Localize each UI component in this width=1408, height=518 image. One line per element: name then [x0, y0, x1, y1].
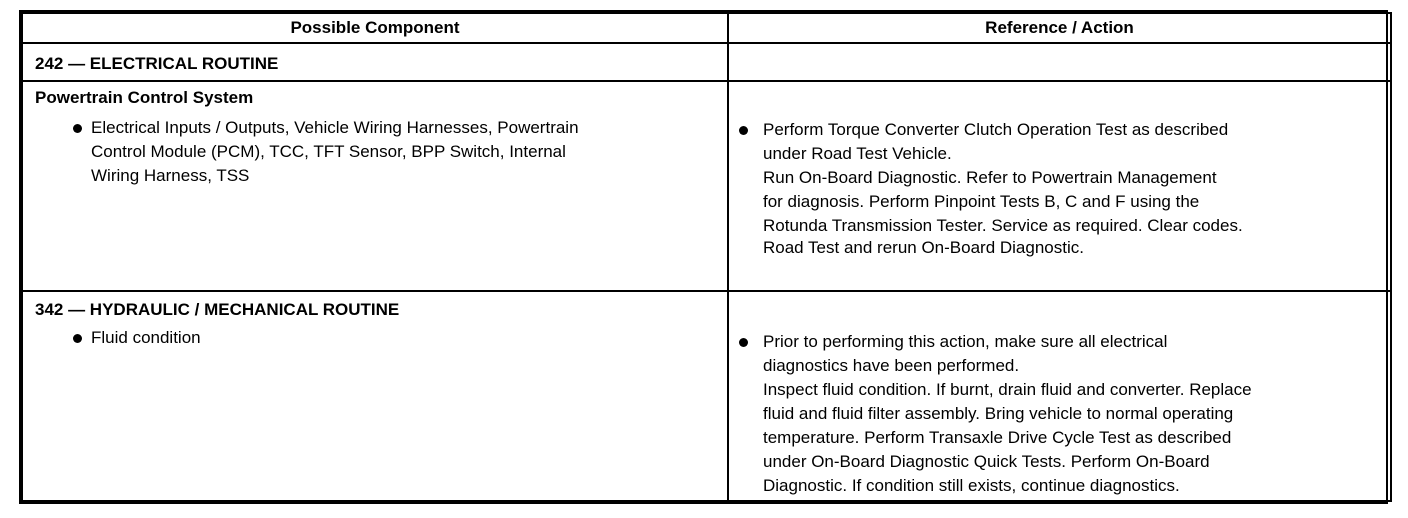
- action-bullet: [737, 330, 1390, 498]
- bullet-icon: [739, 126, 748, 135]
- action-line: Rotunda Transmission Tester. Service as required. Clear codes.: [763, 216, 1243, 235]
- action-line: diagnostics have been performed.: [763, 356, 1020, 375]
- component-bullet: [73, 116, 727, 188]
- table-row-electrical: [22, 81, 1391, 291]
- action-line: Prior to performing this action, make sure all electrical: [763, 332, 1168, 351]
- header-possible-component: Possible Component: [22, 13, 728, 43]
- bullet-icon: [73, 334, 82, 343]
- component-bullet: [73, 326, 727, 350]
- action-line: for diagnosis. Perform Pinpoint Tests B, C and F using the: [763, 192, 1200, 211]
- component-line: Wiring Harness, TSS: [91, 166, 250, 185]
- component-line: Control Module (PCM), TCC, TFT Sensor, BPP Switch, Internal: [91, 142, 566, 161]
- action-cell-hydraulic: [728, 291, 1391, 501]
- action-line: Road Test and rerun On-Board Diagnostic.: [763, 238, 1084, 257]
- section-title-electrical: 242 — ELECTRICAL ROUTINE: [35, 54, 279, 73]
- table-row-hydraulic: [22, 291, 1391, 501]
- diagnostic-table: [19, 10, 1388, 504]
- component-heading: Powertrain Control System: [35, 88, 254, 107]
- section-empty-cell: [728, 43, 1391, 81]
- action-line: Run On-Board Diagnostic. Refer to Powertrain Management: [763, 168, 1217, 187]
- component-cell-electrical: [22, 81, 728, 291]
- bullet-icon: [739, 338, 748, 347]
- action-line: fluid and fluid filter assembly. Bring vehicle to normal operating: [763, 404, 1234, 423]
- action-line: under Road Test Vehicle.: [763, 144, 952, 163]
- component-cell-hydraulic: [22, 291, 728, 501]
- section-row-electrical: [22, 43, 1391, 81]
- action-line: temperature. Perform Transaxle Drive Cycle Test as described: [763, 428, 1232, 447]
- action-line: under On-Board Diagnostic Quick Tests. Perform On-Board: [763, 452, 1210, 471]
- action-cell-electrical: [728, 81, 1391, 291]
- action-bullet: [737, 118, 1390, 258]
- action-line: Perform Torque Converter Clutch Operation Test as described: [763, 120, 1229, 139]
- section-title-cell: [22, 43, 728, 81]
- bullet-icon: [73, 124, 82, 133]
- component-line: Fluid condition: [91, 328, 201, 347]
- section-title-hydraulic: 342 — HYDRAULIC / MECHANICAL ROUTINE: [35, 300, 400, 319]
- diagnostic-table-grid: [21, 12, 1392, 502]
- header-reference-action: Reference / Action: [728, 13, 1391, 43]
- action-line: Inspect fluid condition. If burnt, drain fluid and converter. Replace: [763, 380, 1252, 399]
- action-line: Diagnostic. If condition still exists, continue diagnostics.: [763, 476, 1180, 495]
- component-line: Electrical Inputs / Outputs, Vehicle Wiring Harnesses, Powertrain: [91, 118, 579, 137]
- table-header-row: [22, 13, 1391, 43]
